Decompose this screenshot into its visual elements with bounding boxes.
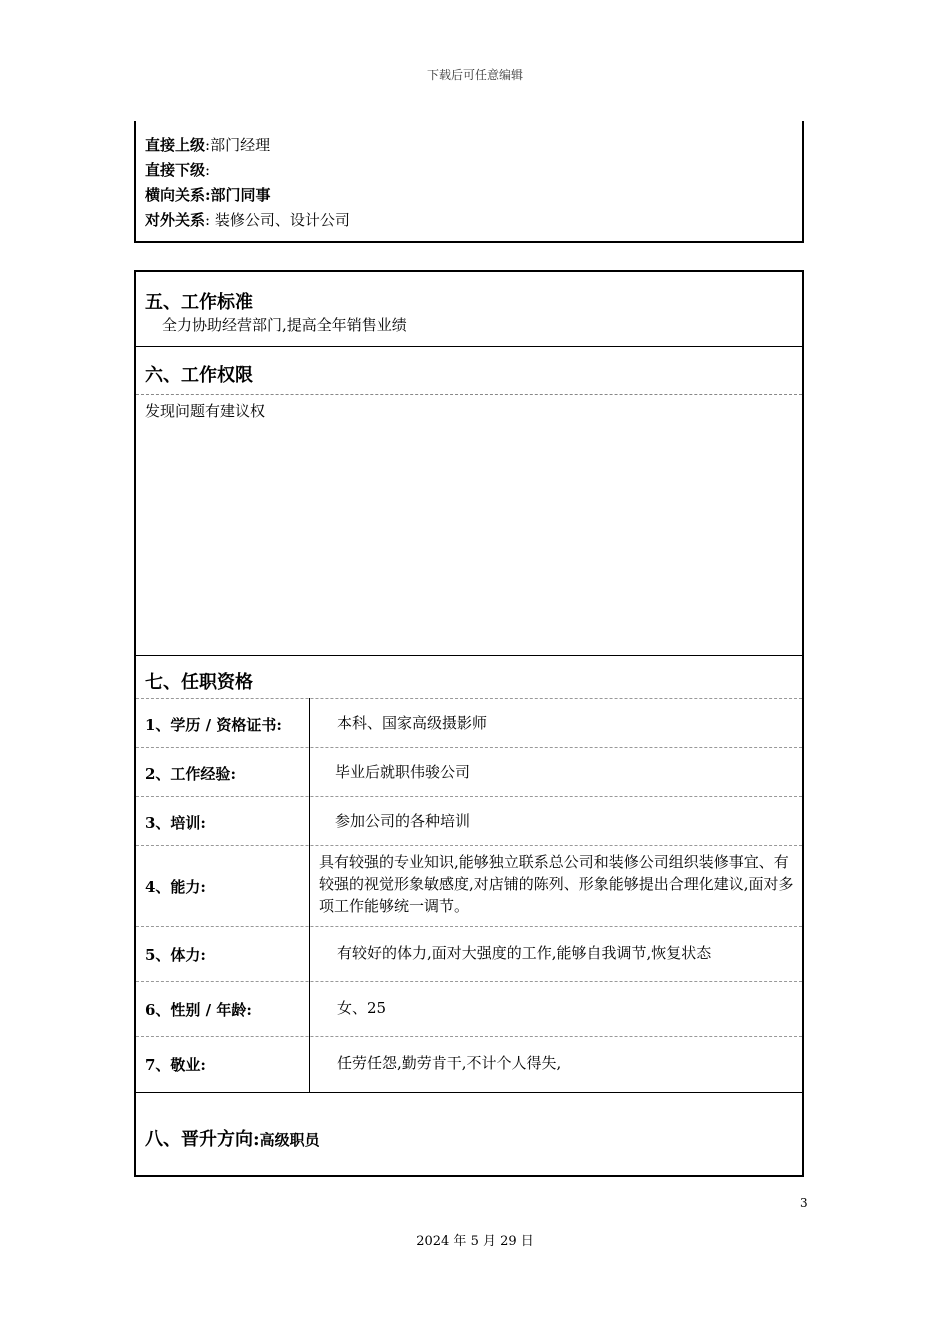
superior-line — [145, 135, 270, 155]
section-8-value: 高级职员 — [259, 1131, 320, 1149]
section-7-title: 七、任职资格 — [145, 672, 253, 693]
table-row — [136, 926, 802, 982]
table-row — [136, 698, 802, 748]
external-value: : 装修公司、设计公司 — [205, 211, 350, 229]
qualification-value: 任劳任怨,勤劳肯干,不计个人得失, — [337, 1054, 562, 1072]
qualification-label: 3、培训: — [145, 814, 206, 832]
divider — [136, 394, 802, 395]
qualification-label: 4、能力: — [145, 878, 206, 896]
qualification-value: 具有较强的专业知识,能够独立联系总公司和装修公司组织装修事宜、有较强的视觉形象敏感度,对店铺的陈列、形象能够提出合理化建议,面对多项工作能够统一调节。 — [319, 853, 794, 915]
section-5-text: 全力协助经营部门,提高全年销售业绩 — [162, 316, 407, 334]
qualification-label: 5、体力: — [145, 946, 206, 964]
qualification-label: 2、工作经验: — [145, 765, 236, 783]
external-line — [145, 210, 350, 230]
lateral-label: 横向关系:部门同事 — [145, 186, 271, 204]
table-row — [136, 981, 802, 1037]
subordinate-value: : — [205, 161, 211, 179]
section-8-line — [145, 1125, 320, 1151]
page-header: 下载后可任意编辑 — [426, 68, 523, 82]
divider — [136, 1092, 802, 1093]
lateral-line — [145, 185, 271, 205]
table-row — [136, 845, 802, 927]
superior-label: 直接上级 — [145, 136, 206, 154]
qualification-value: 女、25 — [337, 999, 387, 1017]
qualification-value: 有较好的体力,面对大强度的工作,能够自我调节,恢复状态 — [337, 944, 712, 962]
page-number: 3 — [800, 1196, 808, 1210]
section-5-title: 五、工作标准 — [145, 292, 253, 313]
qualification-label: 1、学历 / 资格证书: — [145, 716, 282, 734]
table-row — [136, 1036, 802, 1092]
table-row — [136, 796, 802, 846]
external-label: 对外关系 — [145, 211, 206, 229]
footer-date: 2024 年 5 月 29 日 — [416, 1234, 534, 1249]
table-row — [136, 747, 802, 797]
qualification-label: 6、性别 / 年龄: — [145, 1001, 252, 1019]
divider — [136, 655, 802, 656]
section-6-text: 发现问题有建议权 — [145, 402, 266, 420]
qualification-value: 本科、国家高级摄影师 — [337, 714, 488, 732]
subordinate-label: 直接下级 — [145, 161, 206, 179]
section-8-title: 八、晋升方向: — [145, 1129, 260, 1150]
job-spec-box — [134, 270, 804, 1177]
divider — [136, 346, 802, 347]
qualification-label: 7、敬业: — [145, 1056, 206, 1074]
subordinate-line — [145, 160, 210, 180]
superior-value: :部门经理 — [205, 136, 271, 154]
section-6-title: 六、工作权限 — [145, 365, 253, 386]
qualification-value: 参加公司的各种培训 — [335, 812, 471, 830]
relations-box — [134, 121, 804, 243]
qualification-value: 毕业后就职伟骏公司 — [335, 763, 471, 781]
